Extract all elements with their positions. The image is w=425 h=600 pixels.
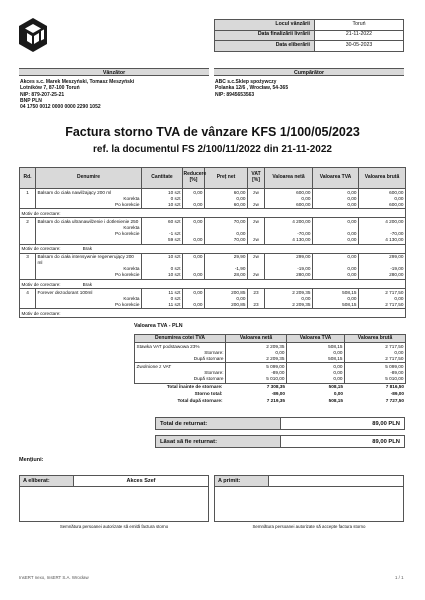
vat-rate-line: Zwolnione z VAT [136, 363, 172, 369]
vat-tax-value-line: 508,15 [328, 355, 343, 361]
vat-net-value-line: -89,00 [271, 369, 285, 375]
item-name-line: Po korekcie [115, 272, 140, 278]
table-row [20, 253, 406, 279]
item-discount-line: 0,00 [193, 301, 203, 307]
table-row [20, 289, 406, 309]
vat-gross-value-line: 0,00 [394, 349, 404, 355]
vat-total-net: 7 308,35 [266, 384, 285, 390]
correction-reason-row [20, 280, 406, 289]
meta-row [215, 30, 404, 41]
receiver-signature-note: Semnătura persoanei autorizate să accepte factura storno [252, 524, 366, 529]
vat-tax-value [287, 343, 345, 363]
company-logo [18, 17, 48, 53]
items-column-header: Valoarea brută [359, 168, 406, 189]
item-net-value [265, 218, 313, 244]
item-gross-value-line: 2 717,50 [385, 301, 404, 307]
items-column-header: Rd. [20, 168, 36, 189]
item-quantity [142, 289, 183, 309]
item-vat-value [313, 218, 359, 244]
receiver-label: A primit: [215, 476, 269, 486]
items-column-header: Valoarea TVA [313, 168, 359, 189]
total-to-return-value: 89,00 PLN [372, 421, 400, 427]
item-vat-value-line: 0,00 [347, 266, 357, 272]
vat-rate-row [135, 343, 406, 363]
item-net-value-line: 600,00 [296, 201, 311, 207]
item-price-line: 70,00 [233, 218, 246, 224]
item-net-value-line: 299,00 [296, 254, 311, 260]
correction-reason-row [20, 209, 406, 218]
item-gross-value [359, 289, 406, 309]
receiver-signature-box [214, 475, 404, 522]
vat-summary-title: Valoarea TVA - PLN [134, 323, 183, 329]
item-price-line: 29,90 [233, 254, 246, 260]
item-name-line: Balsam do ciała ultranawilżenie i dotlenienie 250 [37, 218, 139, 224]
vat-rate-line: Stawka VAT podstawowa 23% [136, 343, 200, 349]
buyer-street: Polanka 12/6 , Wrocław, 54-365 [215, 85, 289, 92]
vat-gross-value-line: 2 717,50 [385, 343, 404, 349]
item-quantity-line: 10 szt [167, 189, 181, 195]
vat-gross-value-line: 5 010,00 [385, 375, 404, 381]
vat-net-value-line: 0,00 [275, 349, 285, 355]
vat-net-value [226, 363, 287, 383]
item-discount-line: 0,00 [193, 218, 203, 224]
item-quantity-line: 60 szt [167, 218, 181, 224]
vat-total-gross: 7 727,50 [385, 398, 404, 404]
item-quantity-line: 59 szt [167, 237, 181, 243]
vat-net-value-line: 5 099,00 [266, 363, 285, 369]
item-vat-rate-line: 23 [253, 301, 259, 307]
row-number: 2 [20, 218, 36, 244]
meta-label: Data finalizării livrării [215, 30, 315, 41]
buyer-heading: Cumpărător [214, 68, 404, 76]
item-name-line: Forever dezodorant 100ml [37, 289, 93, 295]
vat-tax-value-line: 0,00 [333, 363, 343, 369]
item-name-line: Korekta [123, 295, 140, 301]
item-name-line: Korekta [123, 266, 140, 272]
vat-tax-value-line: 508,15 [328, 343, 343, 349]
item-gross-value-line: 4 130,00 [385, 237, 404, 243]
document-title: Factura storno TVA de vânzare KFS 1/100/05/2023 [65, 125, 360, 139]
item-discount [183, 253, 205, 279]
item-gross-value-line: 600,00 [389, 201, 404, 207]
meta-value: 30-05-2023 [315, 41, 404, 52]
item-quantity [142, 189, 183, 209]
correction-reason-label: Motiv de corectare: [21, 281, 61, 287]
items-column-header: Denumire [36, 168, 142, 189]
vat-column-header: Valoarea netă [226, 335, 287, 343]
vat-total-label: Storno total: [194, 391, 223, 397]
item-gross-value [359, 253, 406, 279]
item-price [205, 289, 248, 309]
notes-label: Mențiuni: [19, 457, 44, 463]
item-price [205, 218, 248, 244]
vat-total-row [135, 398, 406, 405]
item-discount-line: 0,00 [193, 201, 203, 207]
correction-reason-label: Motiv de corectare: [21, 246, 61, 252]
vat-total-label: Total înainte de stornare: [166, 384, 223, 390]
item-gross-value [359, 189, 406, 209]
item-net-value [265, 289, 313, 309]
vat-gross-value [345, 363, 406, 383]
item-vat-rate-line: zw [253, 201, 259, 207]
item-price-line: 0,00 [236, 295, 246, 301]
vat-total-tax: 508,15 [328, 398, 343, 404]
vat-rate-row [135, 363, 406, 383]
item-price-line: 0,00 [236, 230, 246, 236]
item-name-line: Balsam do ciała intensywnie regenerujący 200 ml [37, 254, 134, 266]
seller-details [20, 79, 210, 110]
table-row [20, 218, 406, 244]
table-row [20, 189, 406, 209]
items-column-header: Reducere [%] [183, 168, 205, 189]
vat-gross-value-line: 5 099,00 [385, 363, 404, 369]
vat-column-header: Valoarea brută [345, 335, 406, 343]
footer-page-number: 1 / 1 [395, 575, 404, 580]
item-name-line: Korekta [123, 195, 140, 201]
correction-reason [20, 309, 406, 318]
item-vat-rate-line: zw [253, 272, 259, 278]
vat-gross-value-line: -89,00 [390, 369, 404, 375]
issuer-signature-note: Semnătura persoanei autorizate să emită factura storno [59, 524, 169, 529]
vat-net-value [226, 343, 287, 363]
item-quantity-line: 0 szt [170, 266, 181, 272]
item-vat-value-line: 508,15 [342, 289, 357, 295]
issuer-name: Akces Szef [126, 478, 156, 484]
correction-reason-label: Motiv de corectare: [21, 210, 61, 216]
vat-tax-value-line: 0,00 [333, 375, 343, 381]
item-vat-value-line: 508,15 [342, 301, 357, 307]
vat-tax-value-line: 0,00 [333, 369, 343, 375]
vat-total-tax: 508,15 [328, 384, 343, 390]
vat-net-value-line: 2 209,35 [266, 343, 285, 349]
left-to-return-label: Lăsat să fie returnat: [156, 436, 281, 447]
item-discount [183, 189, 205, 209]
vat-rate-line: După stornare [193, 375, 224, 381]
item-discount-line: 0,00 [193, 272, 203, 278]
vat-column-header: Valoarea TVA [287, 335, 345, 343]
item-quantity [142, 253, 183, 279]
item-name-line: Balsam do ciała nawilżający 200 ml [37, 189, 112, 195]
item-net-value-line: 4 200,00 [292, 218, 311, 224]
seller-name: Akces s.c. Marek Meszyński, Tomasz Meszyński [20, 79, 135, 85]
meta-label: Data eliberării [215, 41, 315, 52]
row-number: 1 [20, 189, 36, 209]
items-table [19, 167, 406, 318]
vat-total-label: Total după stornare: [177, 398, 223, 404]
item-price-line: 200,85 [231, 301, 246, 307]
vat-summary-table [134, 334, 406, 405]
vat-gross-value [345, 343, 406, 363]
left-to-return [155, 435, 405, 448]
item-discount-line: 0,00 [193, 289, 203, 295]
issuer-label: A eliberat: [20, 476, 74, 486]
item-price-line: -1,90 [234, 266, 246, 272]
item-quantity-line: 10 szt [167, 254, 181, 260]
item-net-value [265, 189, 313, 209]
vat-total-tax: 0,00 [333, 391, 343, 397]
item-name [36, 289, 142, 309]
correction-reason [20, 209, 406, 218]
item-vat-value-line: 0,00 [347, 237, 357, 243]
item-net-value-line: 0,00 [301, 195, 311, 201]
items-column-header: Preț net [205, 168, 248, 189]
item-quantity-line: 10 szt [167, 201, 181, 207]
item-vat-value-line: 0,00 [347, 189, 357, 195]
item-price [205, 253, 248, 279]
correction-reason-value: Brak [82, 281, 93, 287]
item-quantity-line: 11 szt [168, 289, 181, 295]
item-vat-rate-line: zw [253, 237, 259, 243]
item-discount-line: 0,00 [193, 254, 203, 260]
item-vat-rate [248, 218, 265, 244]
item-net-value-line: -70,00 [297, 230, 311, 236]
seller-heading: Vânzător [19, 68, 209, 76]
item-vat-rate [248, 189, 265, 209]
correction-reason-value: Brak [82, 246, 93, 252]
vat-total-gross: -89,00 [390, 391, 404, 397]
total-to-return [155, 417, 405, 430]
items-column-header: Cantitate [142, 168, 183, 189]
item-net-value-line: 600,00 [296, 189, 311, 195]
item-net-value-line: 2 209,35 [292, 301, 311, 307]
item-vat-value-line: 0,00 [347, 201, 357, 207]
item-gross-value-line: -70,00 [390, 230, 404, 236]
item-net-value-line: 0,00 [301, 295, 311, 301]
vat-total-net: -89,00 [271, 391, 285, 397]
item-gross-value-line: 280,00 [389, 272, 404, 278]
vat-rate-name [135, 343, 226, 363]
item-net-value-line: 4 130,00 [292, 237, 311, 243]
buyer-name: ABC s.c.Sklep spożywczy [215, 79, 277, 85]
item-name-line: Po korekcie [115, 201, 140, 207]
seller-street: Lotników 7, 87-100 Toruń [20, 85, 80, 92]
vat-rate-line: După stornare [193, 355, 224, 361]
item-vat-value-line: 0,00 [347, 218, 357, 224]
vat-gross-value-line: 2 717,50 [385, 355, 404, 361]
meta-row [215, 20, 404, 31]
correction-reason-row [20, 244, 406, 253]
item-gross-value-line: 0,00 [394, 295, 404, 301]
item-price-line: 70,00 [233, 237, 246, 243]
item-net-value [265, 253, 313, 279]
item-vat-rate-line: zw [253, 254, 259, 260]
vat-rate-name [135, 363, 226, 383]
vat-net-value-line: 5 010,00 [266, 375, 285, 381]
document-meta-table [214, 19, 404, 52]
item-price-line: 60,00 [233, 201, 246, 207]
seller-nip: NIP: 879-207-25-21 [20, 91, 65, 98]
total-to-return-label: Total de returnat: [156, 418, 281, 429]
item-discount-line: 0,00 [193, 189, 203, 195]
items-column-header: Valoarea netă [265, 168, 313, 189]
item-vat-value-line: 0,00 [347, 254, 357, 260]
item-vat-value [313, 253, 359, 279]
item-price-line: 28,00 [233, 272, 246, 278]
document-subtitle: ref. la documentul FS 2/100/11/2022 din 21-11-2022 [92, 144, 332, 155]
items-column-header: VAT [%] [248, 168, 265, 189]
correction-reason [20, 280, 406, 289]
item-discount-line: 0,00 [193, 237, 203, 243]
vat-rate-line: Stornare: [204, 369, 224, 375]
item-name [36, 189, 142, 209]
meta-value: Toruń [315, 20, 404, 31]
seller-bank: BNP PLN [20, 97, 42, 104]
item-discount [183, 289, 205, 309]
item-gross-value-line: 4 200,00 [385, 218, 404, 224]
vat-rate-line: Stornare: [204, 349, 224, 355]
item-quantity-line: 0 szt [170, 195, 181, 201]
item-gross-value-line: 0,00 [394, 195, 404, 201]
item-price [205, 189, 248, 209]
meta-row [215, 41, 404, 52]
item-vat-value-line: 0,00 [347, 230, 357, 236]
item-vat-rate-line: zw [253, 189, 259, 195]
item-gross-value-line: 2 717,50 [385, 289, 404, 295]
issuer-signature-box [19, 475, 209, 522]
item-name-line: Korekta [123, 224, 140, 230]
vat-net-value-line: 2 209,35 [266, 355, 285, 361]
vat-total-gross: 7 816,50 [385, 384, 404, 390]
item-vat-rate-line: 23 [253, 289, 259, 295]
item-quantity-line: -1 szt [169, 230, 181, 236]
item-name-line: Po korekcie [115, 230, 140, 236]
vat-total-net: 7 219,35 [266, 398, 285, 404]
item-net-value-line: 2 209,35 [292, 289, 311, 295]
buyer-nip: NIP: 8945653563 [215, 91, 255, 98]
vat-tax-value [287, 363, 345, 383]
buyer-details [215, 79, 405, 98]
left-to-return-value: 89,00 PLN [372, 439, 400, 445]
seller-account: 04 1750 0012 0000 0000 2290 1052 [20, 104, 101, 111]
item-vat-value [313, 189, 359, 209]
row-number: 3 [20, 253, 36, 279]
item-vat-value-line: 0,00 [347, 272, 357, 278]
item-vat-rate [248, 253, 265, 279]
vat-column-header: Denumirea cotei TVA [135, 335, 226, 343]
item-vat-value-line: 0,00 [347, 295, 357, 301]
item-quantity-line: 10 szt [167, 272, 181, 278]
footer-software: InsERT nexo, InsERT S.A. Wrocław [19, 575, 89, 580]
item-name [36, 218, 142, 244]
correction-reason-row [20, 309, 406, 318]
item-name [36, 253, 142, 279]
meta-label: Locul vânzării [215, 20, 315, 31]
item-quantity [142, 218, 183, 244]
item-quantity-line: 0 szt [170, 295, 181, 301]
row-number: 4 [20, 289, 36, 309]
correction-reason-label: Motiv de corectare: [21, 310, 61, 316]
item-vat-rate-line: zw [253, 218, 259, 224]
item-gross-value-line: 600,00 [389, 189, 404, 195]
item-quantity-line: 11 szt [168, 301, 181, 307]
item-net-value-line: -19,00 [297, 266, 311, 272]
vat-tax-value-line: 0,00 [333, 349, 343, 355]
item-vat-rate [248, 289, 265, 309]
item-discount [183, 218, 205, 244]
item-gross-value [359, 218, 406, 244]
item-net-value-line: 280,00 [296, 272, 311, 278]
item-vat-value-line: 0,00 [347, 195, 357, 201]
vat-total-row [135, 383, 406, 391]
item-price-line: 60,00 [233, 189, 246, 195]
meta-value: 21-11-2022 [315, 30, 404, 41]
item-gross-value-line: -19,00 [390, 266, 404, 272]
item-name-line: Po korekcie [115, 301, 140, 307]
item-gross-value-line: 299,00 [389, 254, 404, 260]
item-price-line: 0,00 [236, 195, 246, 201]
item-price-line: 200,85 [231, 289, 246, 295]
item-vat-value [313, 289, 359, 309]
vat-total-row [135, 391, 406, 398]
correction-reason [20, 244, 406, 253]
